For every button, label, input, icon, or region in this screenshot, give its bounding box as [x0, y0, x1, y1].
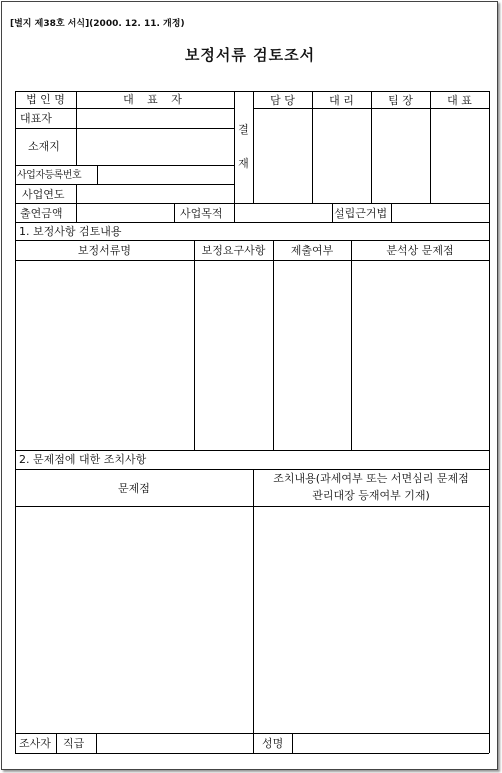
- label-name: 성명: [262, 737, 284, 750]
- section2-col-action-line2: 관리대장 등재여부 기재): [312, 489, 430, 502]
- section2-col-problem: 문제점: [118, 482, 150, 495]
- form-header-note: [별지 제38호 서식](2000. 12. 11. 개정): [10, 19, 185, 29]
- label-representative: 대 표 자: [123, 93, 187, 106]
- approval-col-staff: 담 당: [270, 94, 295, 107]
- label-address: 소재지: [28, 140, 60, 153]
- label-contribution-amount: 출연금액: [20, 207, 63, 220]
- approval-col-team-lead: 팀 장: [388, 94, 413, 107]
- section1-col-request: 보정요구사항: [201, 244, 266, 257]
- approval-col-deputy: 대 리: [329, 94, 354, 107]
- section1-col-issues: 분석상 문제점: [386, 244, 454, 257]
- section2-title: 2. 문제점에 대한 조치사항: [19, 453, 147, 466]
- section1-title: 1. 보정사항 검토내용: [19, 225, 122, 238]
- table-top-border: [15, 91, 489, 92]
- label-business-purpose: 사업목적: [180, 207, 223, 220]
- label-investigator: 조사자: [19, 737, 51, 750]
- label-business-year: 사업연도: [22, 188, 65, 201]
- label-rank: 직급: [63, 737, 85, 750]
- label-rep: 대표자: [20, 112, 52, 125]
- table-bottom-border: [15, 753, 489, 754]
- approval-col-ceo: 대 표: [447, 94, 472, 107]
- approval-label-bottom: 재: [238, 157, 249, 170]
- label-corp-name: 법 인 명: [26, 93, 65, 106]
- approval-label-top: 결: [238, 123, 249, 136]
- section1-col-submitted: 제출여부: [290, 244, 334, 257]
- label-business-reg-no: 사업자등록번호: [17, 170, 82, 181]
- label-legal-basis: 설립근거법: [334, 207, 388, 220]
- section2-col-action-line1: 조치내용(과세여부 또는 서면심리 문제점: [273, 472, 469, 485]
- section1-col-doc-name: 보정서류명: [77, 244, 132, 257]
- form-title: 보정서류 검토조서: [184, 46, 316, 64]
